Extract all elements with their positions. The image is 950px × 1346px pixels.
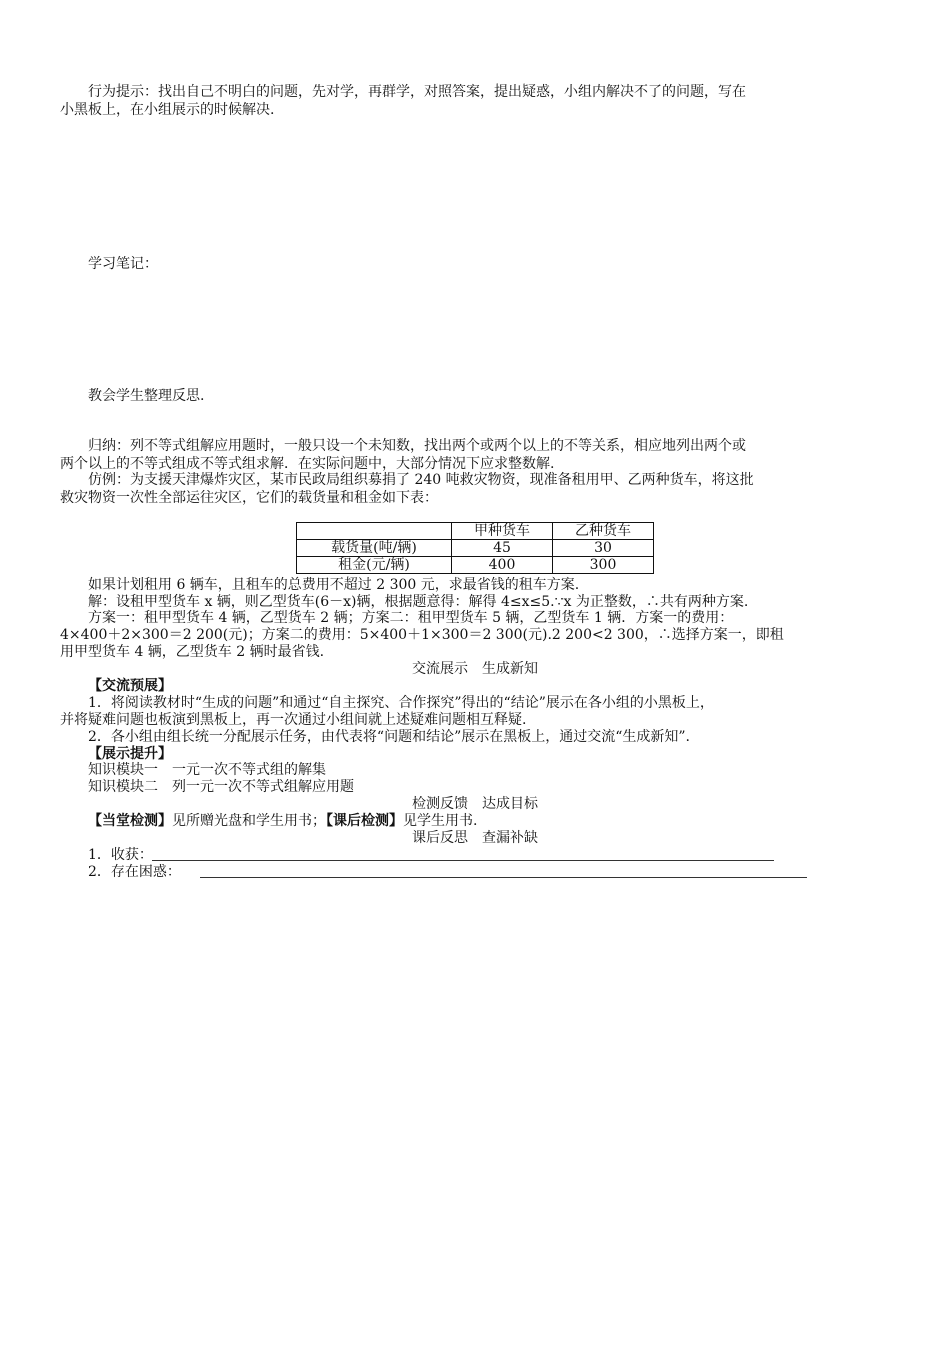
- summary-line-1: 归纳：列不等式组解应用题时，一般只设一个未知数，找出两个或两个以上的不等关系，相应地列出两个或: [88, 438, 746, 454]
- difficulty-label: 2．存在困惑：: [88, 864, 181, 880]
- cargo-table: [296, 522, 654, 574]
- table-header-cell: [297, 523, 452, 540]
- table-cell: 300: [553, 557, 654, 574]
- solution-line-1: 解：设租甲型货车 x 辆，则乙型货车(6－x)辆，根据题意得：解得 4≤x≤5.∵x 为正整数，∴共有两种方案.: [88, 594, 749, 610]
- tests-line: [88, 813, 477, 830]
- preview-heading: 【交流预展】: [88, 678, 172, 694]
- after-class-test-text: 见学生用书.: [403, 813, 478, 829]
- table-row: [297, 540, 654, 557]
- table-cell: 30: [553, 540, 654, 557]
- table-cell: 45: [452, 540, 553, 557]
- table-cell: 400: [452, 557, 553, 574]
- solution-line-2: 方案一：租甲型货车 4 辆，乙型货车 2 辆；方案二：租甲型货车 5 辆，乙型货车 1 辆．方案一的费用：: [88, 610, 734, 626]
- example-line-1: 仿例：为支援天津爆炸灾区，某市民政局组织募捐了 240 吨救灾物资，现准备租用甲、乙两种货车，将这批: [88, 472, 754, 488]
- difficulty-answer-line: [200, 877, 807, 878]
- tip-line-2: 小黑板上，在小组展示的时候解决.: [60, 102, 275, 118]
- knowledge-module-2: 知识模块二 列一元一次不等式组解应用题: [88, 779, 354, 795]
- table-header-cell: 乙种货车: [553, 523, 654, 540]
- class-test-text: 见所赠光盘和学生用书；: [172, 813, 326, 829]
- knowledge-module-1: 知识模块一 一元一次不等式组的解集: [88, 762, 326, 778]
- gain-label: 1．收获：: [88, 847, 153, 863]
- section-title-exchange: 交流展示 生成新知: [412, 661, 538, 677]
- section-title-reflection: 课后反思 查漏补缺: [412, 830, 538, 846]
- question-text: 如果计划租用 6 辆车，且租车的总费用不超过 2 300 元，求最省钱的租车方案.: [88, 577, 580, 593]
- reflect-text: 教会学生整理反思.: [88, 388, 205, 404]
- section-title-feedback: 检测反馈 达成目标: [412, 796, 538, 812]
- solution-line-4: 用甲型货车 4 辆，乙型货车 2 辆时最省钱.: [60, 644, 325, 660]
- after-class-test-label: 【课后检测】: [326, 813, 403, 829]
- display-heading: 【展示提升】: [88, 746, 172, 762]
- table-header-cell: 甲种货车: [452, 523, 553, 540]
- class-test-label: 【当堂检测】: [88, 813, 172, 829]
- table-cell: 载货量(吨/辆): [297, 540, 452, 557]
- tip-line-1: 行为提示：找出自己不明白的问题，先对学，再群学，对照答案，提出疑惑，小组内解决不了的问题，写在: [88, 84, 746, 100]
- summary-line-2: 两个以上的不等式组成不等式组求解．在实际问题中，大部分情况下应求整数解.: [60, 456, 555, 472]
- table-cell: 租金(元/辆): [297, 557, 452, 574]
- preview-item-2: 2．各小组由组长统一分配展示任务，由代表将“问题和结论”展示在黑板上，通过交流“生成新知”.: [88, 729, 690, 745]
- gain-answer-line: [152, 860, 774, 861]
- table-row: [297, 557, 654, 574]
- preview-item-1-line-1: 1．将阅读教材时“生成的问题”和通过“自主探究、合作探究”得出的“结论”展示在各小组的小黑板上，: [88, 695, 714, 711]
- table-header-row: [297, 523, 654, 540]
- notes-label: 学习笔记：: [88, 256, 158, 272]
- preview-item-1-line-2: 并将疑难问题也板演到黑板上，再一次通过小组间就上述疑难问题相互释疑.: [60, 712, 527, 728]
- example-line-2: 救灾物资一次性全部运往灾区，它们的载货量和租金如下表：: [60, 490, 438, 506]
- solution-line-3: 4×400＋2×300＝2 200(元)；方案二的费用：5×400＋1×300＝2 300(元).2 200<2 300，∴选择方案一，即租: [60, 627, 784, 643]
